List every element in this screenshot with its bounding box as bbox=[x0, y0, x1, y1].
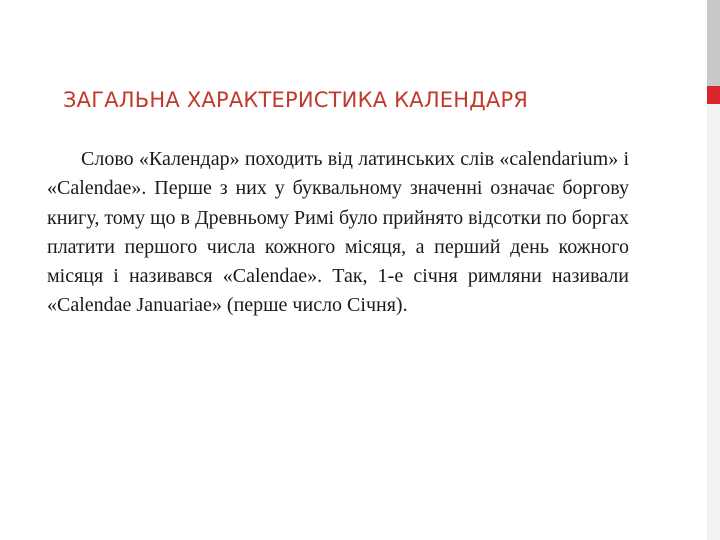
slide-title: ЗАГАЛЬНА ХАРАКТЕРИСТИКА КАЛЕНДАРЯ bbox=[63, 88, 529, 112]
side-bar-light-segment bbox=[707, 104, 720, 540]
side-bar-red-accent bbox=[707, 86, 720, 104]
side-bar-gray-segment bbox=[707, 0, 720, 86]
slide-body-text: Слово «Календар» походить від латинських слів «calendarium» і «Calendae». Перше з них у буквальному значенні означає боргову книгу, тому що в Древньому Римі було прийнято відсотки по боргах платити першого числа кожного місяця, а перший день кожного місяця і називався «Calendae». Так, 1-е січня римляни називали «Calendae Januariae» (перше число Січня). bbox=[47, 148, 629, 317]
slide-side-decoration bbox=[707, 0, 720, 540]
